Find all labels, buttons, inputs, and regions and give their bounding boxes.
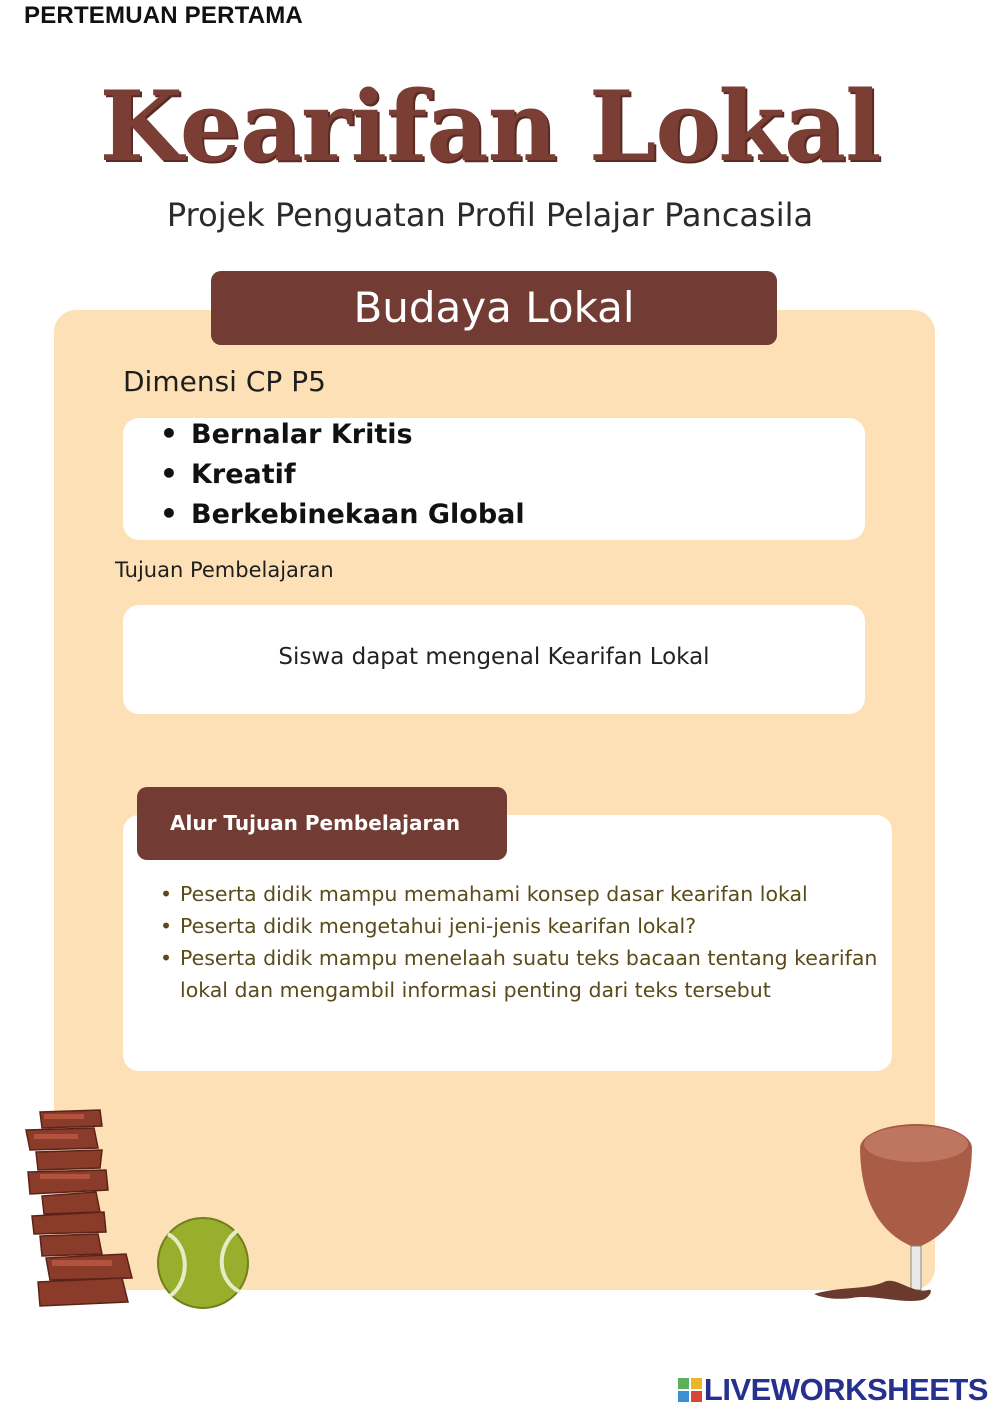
stacked-bricks-illustration <box>22 1108 140 1314</box>
spinning-top-illustration <box>812 1118 976 1308</box>
page-subtitle: Projek Penguatan Profil Pelajar Pancasila <box>166 196 814 234</box>
dimensi-heading: Dimensi CP P5 <box>123 365 326 398</box>
page-title: Kearifan Lokal <box>99 70 881 183</box>
section-title-banner: Budaya Lokal <box>211 271 777 345</box>
alur-item: • Peserta didik mampu memahami konsep dasar kearifan lokal <box>160 878 885 910</box>
tujuan-heading: Tujuan Pembelajaran <box>115 558 334 582</box>
tennis-ball-illustration <box>156 1216 250 1310</box>
page-label: PERTEMUAN PERTAMA <box>24 2 303 29</box>
liveworksheets-logo <box>678 1372 988 1408</box>
tujuan-text: Siswa dapat mengenal Kearifan Lokal <box>278 644 710 670</box>
alur-item: • Peserta didik mampu menelaah suatu teks bacaan tentang kearifan lokal dan mengambil informasi penting dari teks tersebut <box>160 942 885 1006</box>
alur-list <box>160 878 885 1006</box>
alur-item: • Peserta didik mengetahui jeni-jenis kearifan lokal? <box>160 910 885 942</box>
alur-heading-banner: Alur Tujuan Pembelajaran <box>137 787 507 860</box>
dimensi-item: • Kreatif <box>160 454 525 494</box>
dimensi-list <box>160 414 525 534</box>
dimensi-item: • Berkebinekaan Global <box>160 494 525 534</box>
liveworksheets-logo-icon <box>678 1378 702 1402</box>
liveworksheets-logo-text: LIVEWORKSHEETS <box>703 1372 988 1407</box>
dimensi-item: • Bernalar Kritis <box>160 414 525 454</box>
